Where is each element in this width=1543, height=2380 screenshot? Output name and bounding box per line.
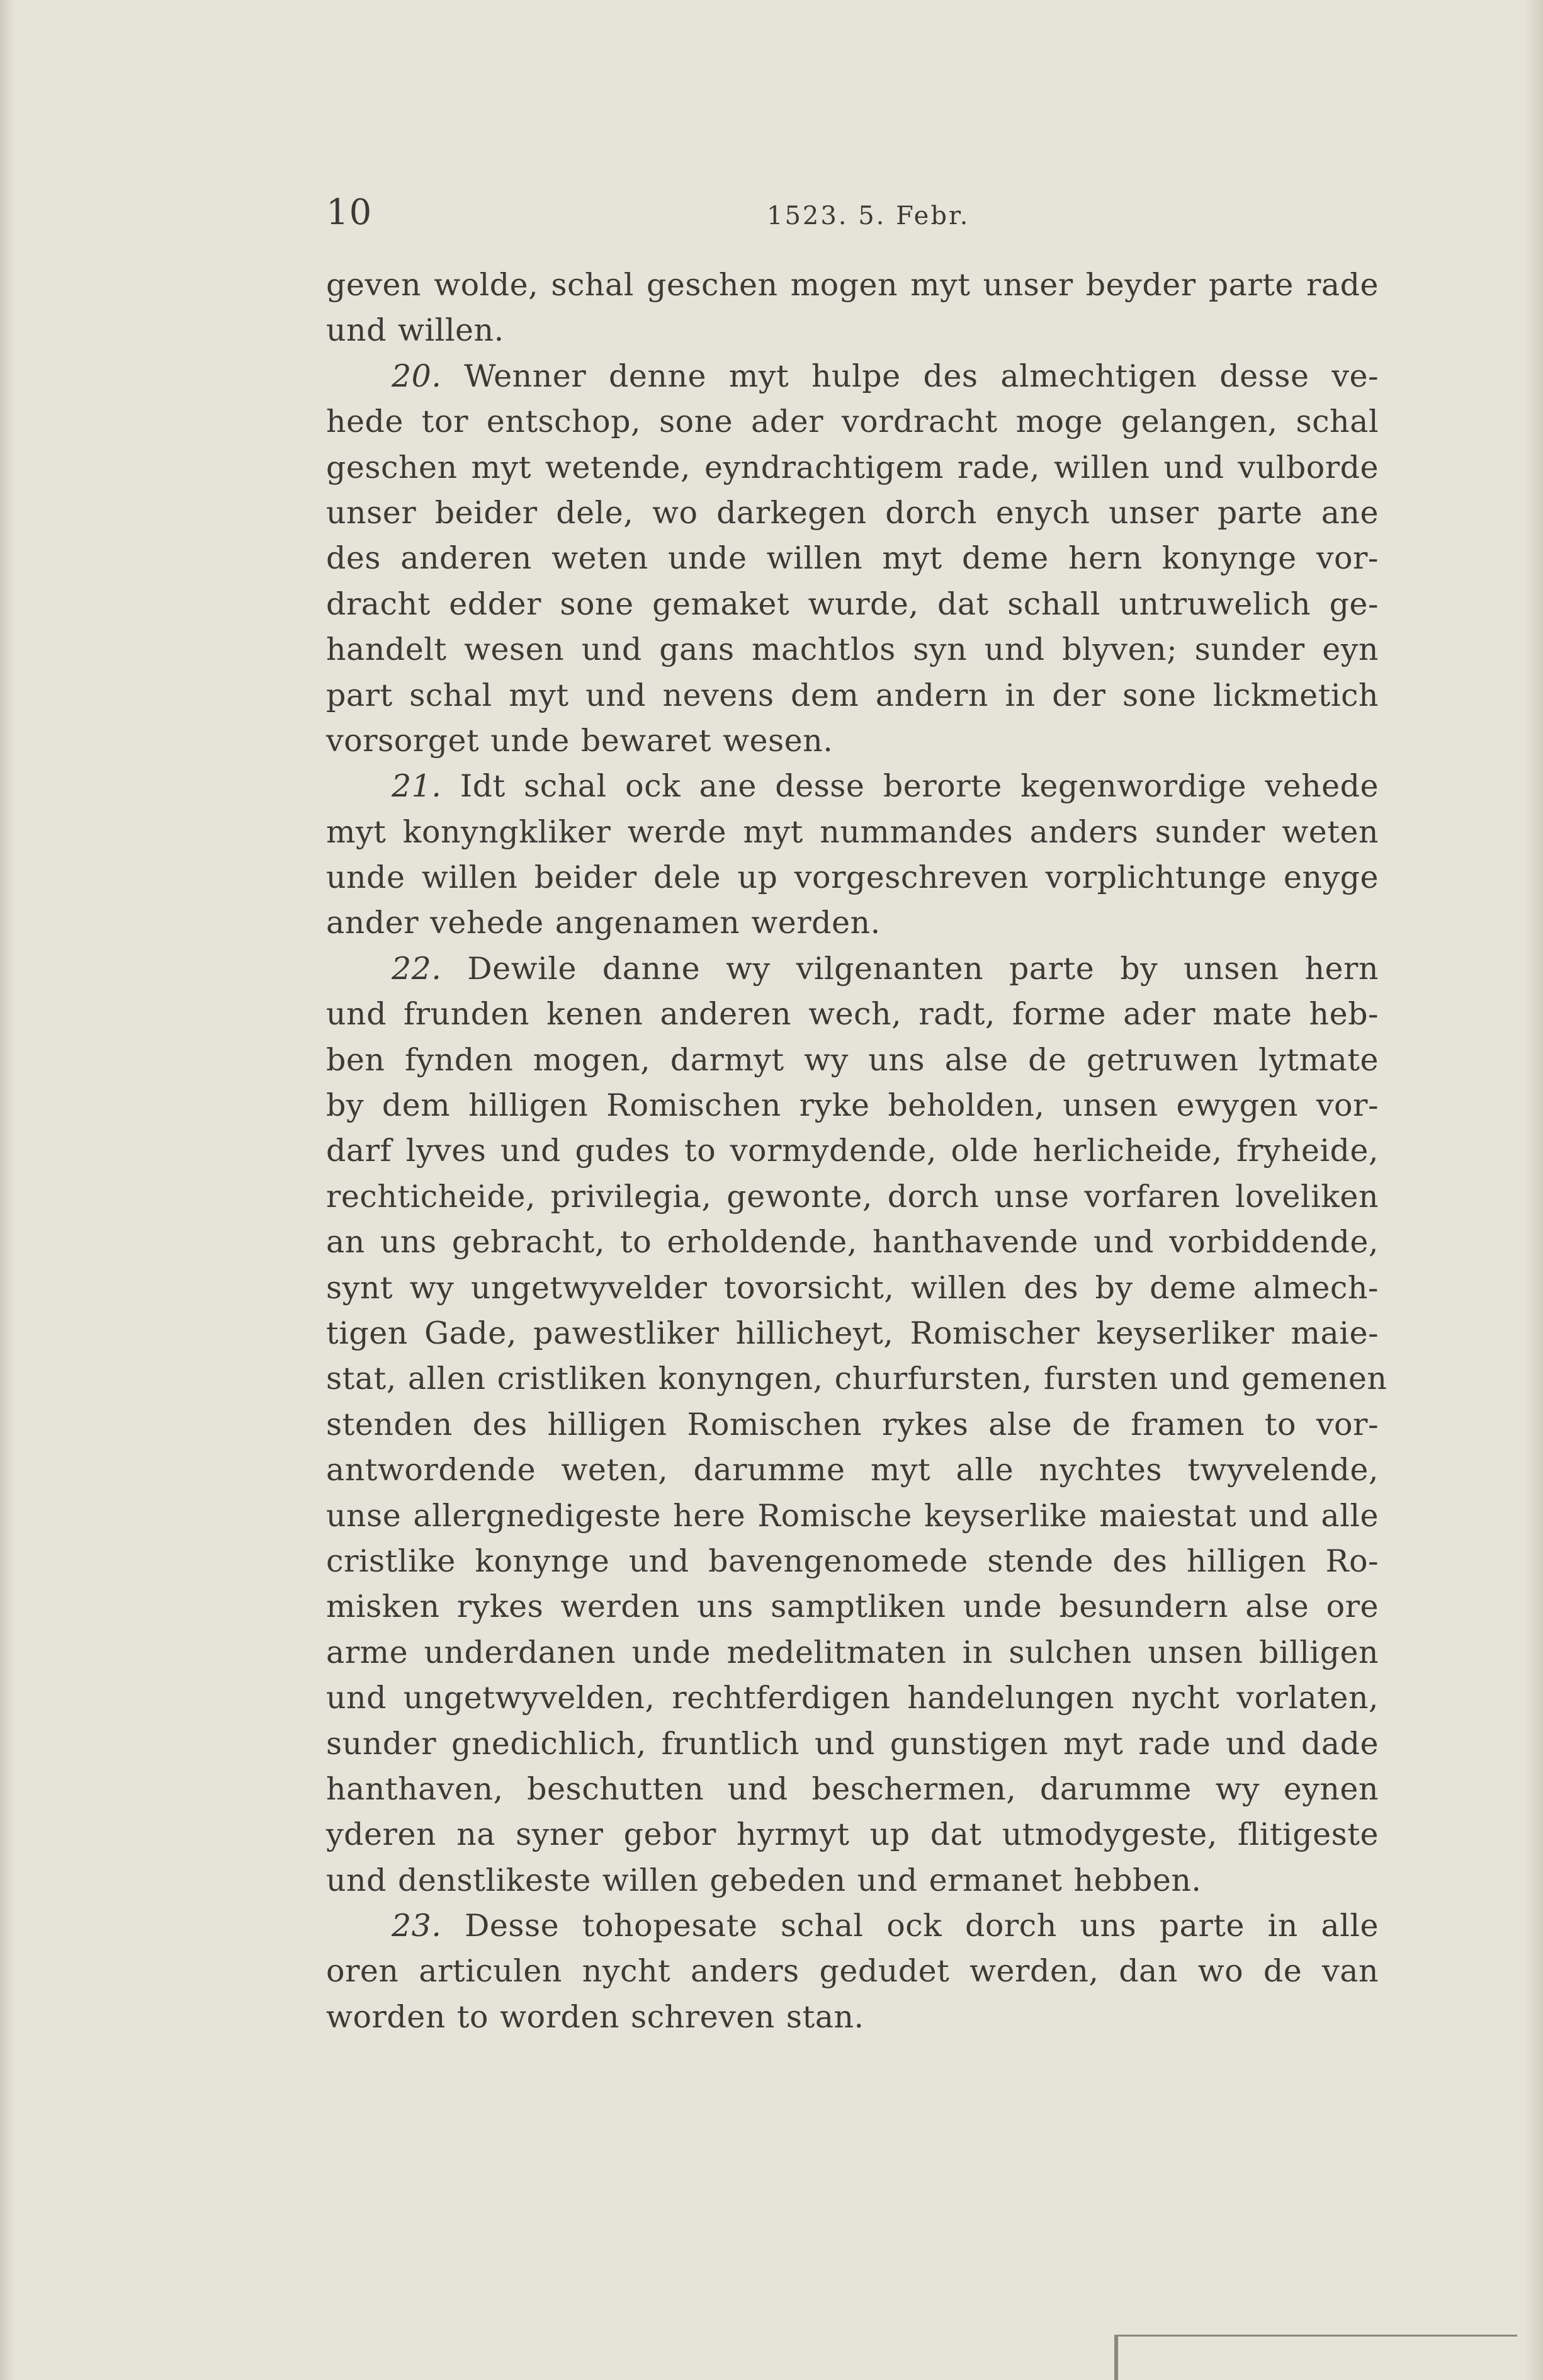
text-line: arme underdanen unde medelitmaten in sulchen unsen billigen: [326, 1634, 1379, 1670]
bottom-rule: [1114, 2335, 1517, 2337]
text-line: yderen na syner gebor hyrmyt up dat utmodygeste, flitigeste: [326, 1816, 1379, 1853]
text-line: sunder gnedichlich, fruntlich und gunstigen myt rade und dade: [326, 1725, 1379, 1762]
text-line: hanthaven, beschutten und beschermen, darumme wy eynen: [326, 1771, 1379, 1807]
bottom-rule-hook: [1114, 2335, 1118, 2380]
text-line: ben fynden mogen, darmyt wy uns alse de getruwen lytmate: [326, 1041, 1379, 1078]
text-line: geven wolde, schal geschen mogen myt unser beyder parte rade: [326, 267, 1379, 303]
text-line: myt konyngkliker werde myt nummandes anders sunder weten: [326, 813, 1379, 850]
text-line: und willen.: [326, 312, 504, 349]
text-line: und denstlikeste willen gebeden und ermanet hebben.: [326, 1862, 1202, 1898]
text-line: part schal myt und nevens dem andern in der sone lickmetich: [326, 677, 1379, 713]
text-line: ander vehede angenamen werden.: [326, 905, 881, 941]
text-line: 21. Idt schal ock ane desse berorte kegenwordige vehede: [392, 768, 1379, 805]
text-line: worden to worden schreven stan.: [326, 1998, 864, 2035]
text-line: rechticheide, privilegia, gewonte, dorch unse vorfaren loveliken: [326, 1178, 1379, 1215]
text-line: des anderen weten unde willen myt deme hern konynge vor-: [326, 540, 1379, 577]
text-line: und ungetwyvelden, rechtferdigen handelungen nycht vorlaten,: [326, 1680, 1379, 1716]
page-number: 10: [326, 192, 373, 233]
text-line: hede tor entschop, sone ader vordracht moge gelangen, schal: [326, 404, 1379, 440]
text-line: 22. Dewile danne wy vilgenanten parte by unsen hern: [392, 950, 1379, 987]
text-line: darf lyves und gudes to vormydende, olde herlicheide, fryheide,: [326, 1133, 1379, 1169]
page-edge-left: [0, 0, 14, 2380]
page-edge-right: [1524, 0, 1543, 2380]
running-head: 1523. 5. Febr.: [767, 201, 970, 230]
section-number: 22.: [392, 950, 442, 987]
text-line: tigen Gade, pawestliker hillicheyt, Romischer keyserliker maie-: [326, 1315, 1379, 1351]
text-line: unser beider dele, wo darkegen dorch enych unser parte ane: [326, 494, 1379, 531]
text-line: 23. Desse tohopesate schal ock dorch uns parte in alle: [392, 1908, 1379, 1944]
section-number: 21.: [392, 768, 442, 805]
text-line: stat, allen cristliken konyngen, churfursten, fursten und gemenen: [326, 1361, 1388, 1397]
text-line: an uns gebracht, to erholdende, hanthavende und vorbiddende,: [326, 1224, 1379, 1261]
text-line: by dem hilligen Romischen ryke beholden, unsen ewygen vor-: [326, 1087, 1379, 1124]
text-line: antwordende weten, darumme myt alle nychtes twyvelende,: [326, 1452, 1379, 1488]
text-line: misken rykes werden uns samptliken unde besundern alse ore: [326, 1589, 1379, 1625]
text-line: vorsorget unde bewaret wesen.: [326, 722, 834, 759]
text-line: und frunden kenen anderen wech, radt, forme ader mate heb-: [326, 996, 1379, 1033]
text-line: unse allergnedigeste here Romische keyserlike maiestat und alle: [326, 1497, 1379, 1534]
section-number: 20.: [392, 358, 442, 394]
text-line: dracht edder sone gemaket wurde, dat schall untruwelich ge-: [326, 586, 1379, 622]
text-line: cristlike konynge und bavengenomede stende des hilligen Ro-: [326, 1543, 1379, 1579]
text-line: unde willen beider dele up vorgeschreven vorplichtunge enyge: [326, 859, 1379, 896]
text-line: handelt wesen und gans machtlos syn und blyven; sunder eyn: [326, 632, 1379, 668]
body-text: [326, 263, 1388, 2040]
text-line: synt wy ungetwyvelder tovorsicht, willen des by deme almech-: [326, 1269, 1379, 1306]
text-line: stenden des hilligen Romischen rykes alse de framen to vor-: [326, 1406, 1379, 1442]
text-line: oren articulen nycht anders gedudet werden, dan wo de van: [326, 1953, 1379, 1990]
text-line: 20. Wenner denne myt hulpe des almechtigen desse ve-: [392, 358, 1379, 394]
section-number: 23.: [392, 1908, 442, 1944]
text-line: geschen myt wetende, eyndrachtigem rade, willen und vulborde: [326, 449, 1379, 485]
